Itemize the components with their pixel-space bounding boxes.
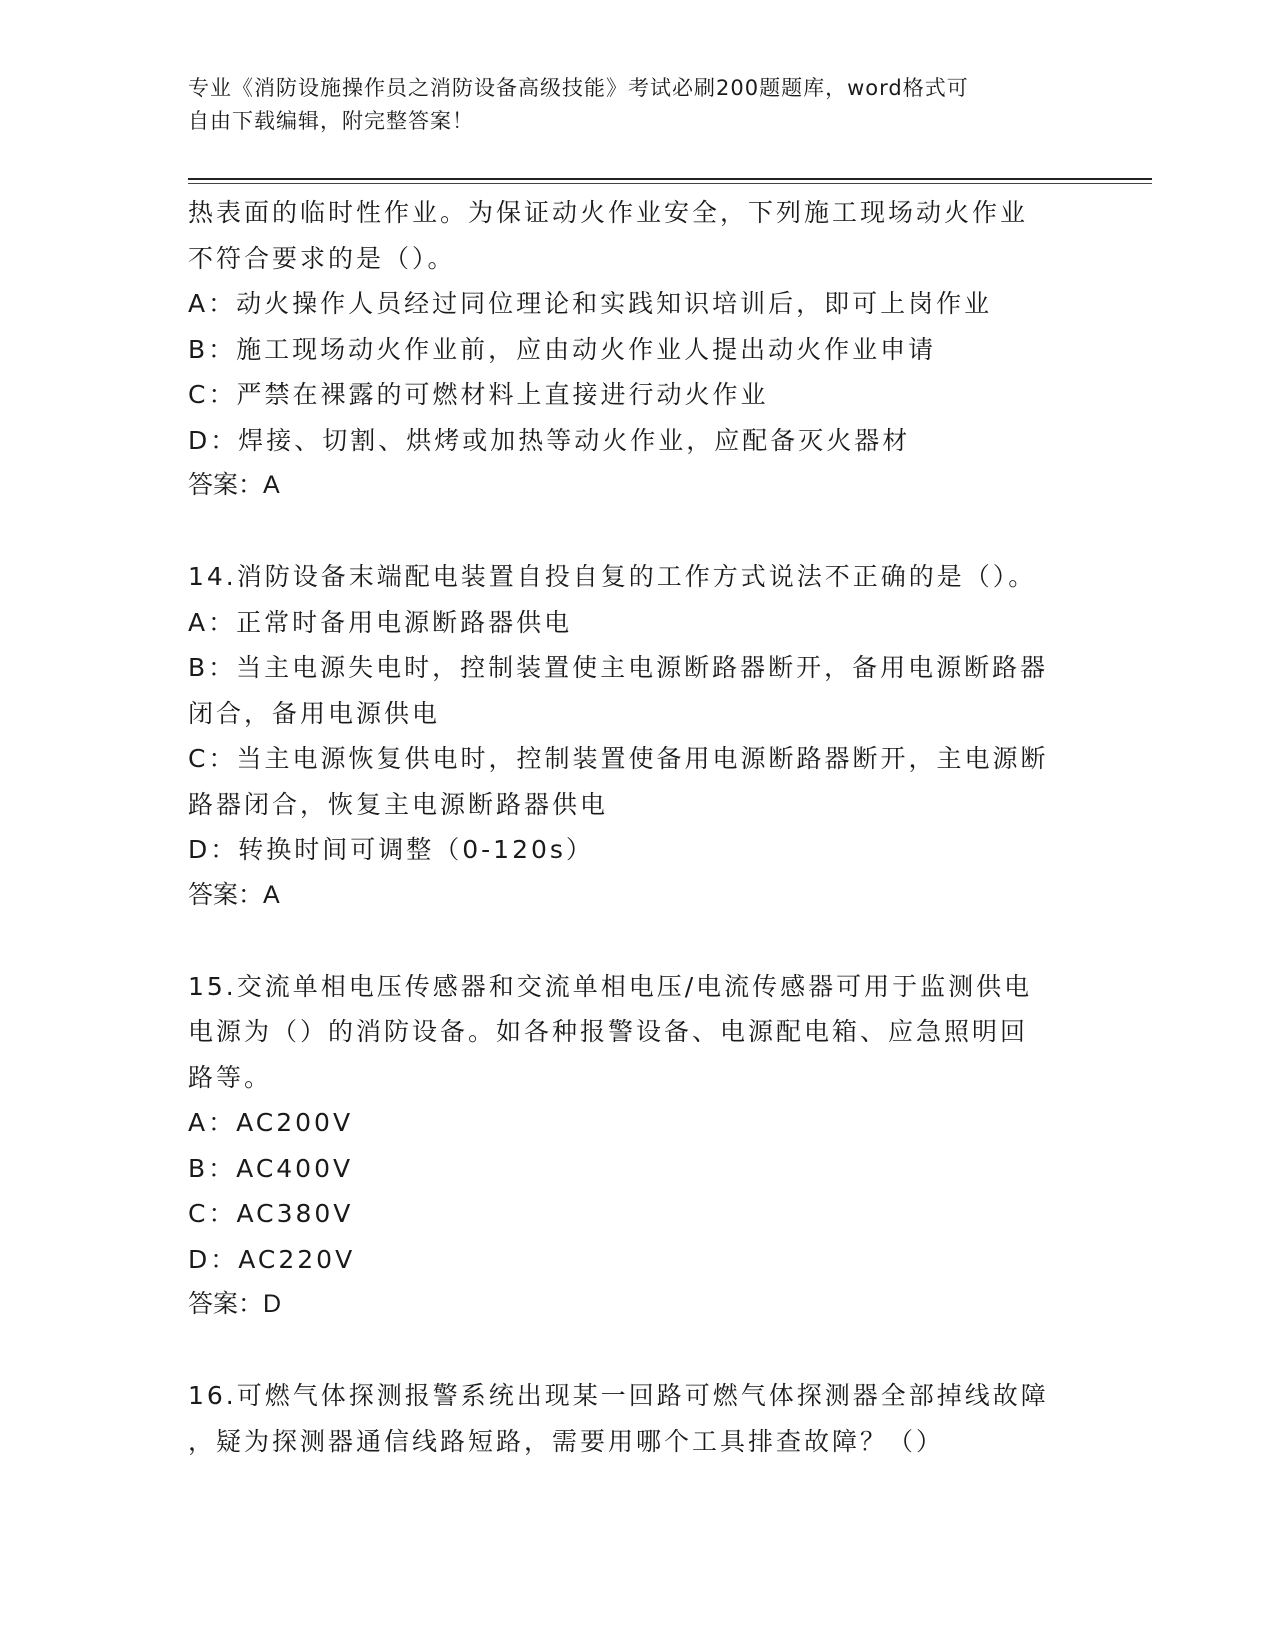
option-c-continued: 路器闭合，恢复主电源断路器供电 (188, 789, 609, 819)
option-d: D：焊接、切割、烘烤或加热等动火作业，应配备灭火器材 (188, 425, 911, 455)
question-14 (188, 554, 1088, 918)
option-c: C：严禁在裸露的可燃材料上直接进行动火作业 (188, 380, 769, 409)
option-b: B：当主电源失电时，控制装置使主电源断路器断开，备用电源断路器 (188, 653, 1049, 682)
question-stem: 路等。 (188, 1062, 273, 1092)
question-16 (188, 1373, 1088, 1464)
header-line-1: 专业《消防设施操作员之消防设备高级技能》考试必刷200题题库，word格式可 (188, 76, 969, 100)
option-c: C：AC380V (188, 1199, 354, 1228)
option-d: D：AC220V (188, 1244, 356, 1274)
spacer (188, 509, 1088, 555)
question-stem: 不符合要求的是（）。 (188, 243, 456, 273)
answer: 答案：A (188, 471, 280, 499)
answer: 答案：A (188, 880, 280, 909)
question-stem: 15.交流单相电压传感器和交流单相电压/电流传感器可用于监测供电 (188, 971, 1033, 1001)
option-a: A：正常时备用电源断路器供电 (188, 607, 573, 637)
question-stem: 电源为（）的消防设备。如各种报警设备、电源配电箱、应急照明回 (188, 1017, 1029, 1046)
question-15 (188, 964, 1088, 1328)
option-a: A：动火操作人员经过同位理论和实践知识培训后，即可上岗作业 (188, 289, 993, 318)
document-header (188, 72, 1068, 138)
header-divider-thick (188, 178, 1152, 180)
spacer (188, 918, 1088, 964)
option-a: A：AC200V (188, 1108, 354, 1137)
header-divider-thin (188, 183, 1152, 184)
question-stem: ，疑为探测器通信线路短路，需要用哪个工具排查故障？（） (188, 1426, 945, 1456)
header-line-2: 自由下载编辑，附完整答案！ (188, 109, 474, 133)
document-body (188, 190, 1088, 1464)
option-b: B：施工现场动火作业前，应由动火作业人提出动火作业申请 (188, 334, 937, 364)
option-c: C：当主电源恢复供电时，控制装置使备用电源断路器断开，主电源断 (188, 744, 1049, 773)
question-stem: 14.消防设备末端配电装置自投自复的工作方式说法不正确的是（）。 (188, 562, 1037, 591)
option-b-continued: 闭合，备用电源供电 (188, 698, 441, 728)
question-stem: 16.可燃气体探测报警系统出现某一回路可燃气体探测器全部掉线故障 (188, 1381, 1049, 1410)
option-b: B：AC400V (188, 1153, 354, 1183)
question-13 (188, 190, 1088, 509)
question-stem: 热表面的临时性作业。为保证动火作业安全，下列施工现场动火作业 (188, 198, 1029, 227)
spacer (188, 1328, 1088, 1374)
option-d: D：转换时间可调整（0-120s） (188, 835, 594, 864)
answer: 答案：D (188, 1290, 282, 1318)
